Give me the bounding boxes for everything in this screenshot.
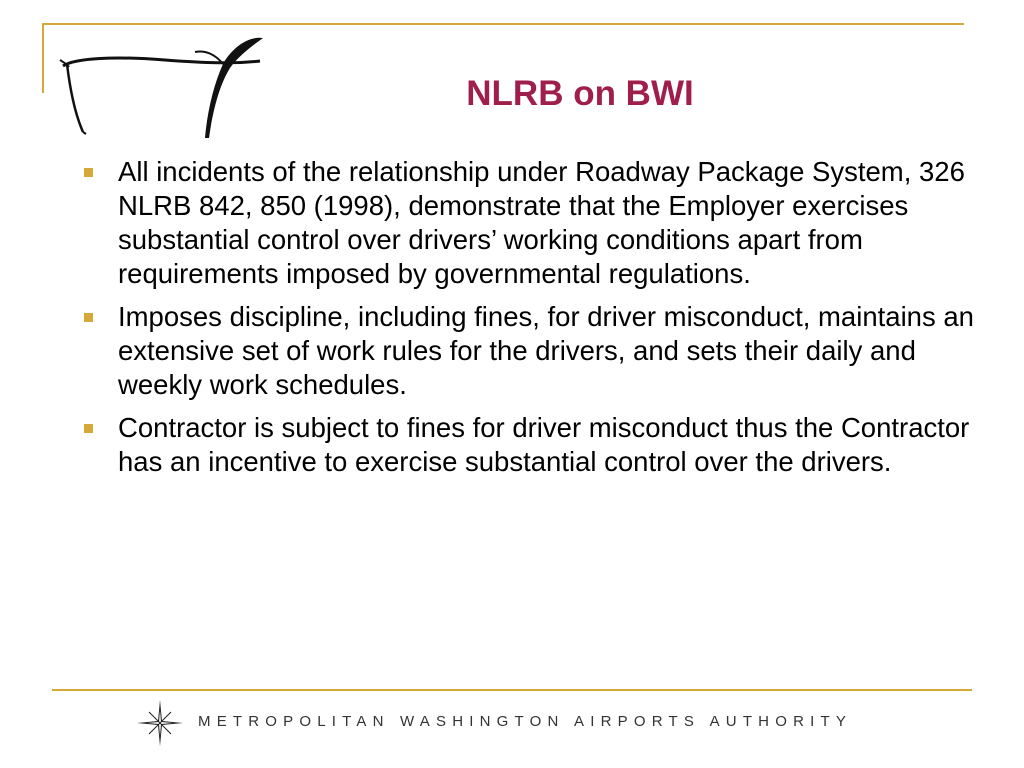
footer-rule: [52, 689, 972, 691]
square-bullet-icon: [84, 168, 93, 177]
bullet-item: [80, 411, 985, 479]
bullet-text: Contractor is subject to fines for driver misconduct thus the Contractor has an incentive to exercise substantial control over the drivers.: [118, 412, 970, 477]
footer-organization-name: METROPOLITAN WASHINGTON AIRPORTS AUTHORITY: [198, 713, 853, 730]
square-bullet-icon: [84, 424, 93, 433]
bullet-text: Imposes discipline, including fines, for driver misconduct, maintains an extensive set of work rules for the drivers, and sets their daily and weekly work schedules.: [118, 301, 974, 400]
compass-star-icon: [135, 698, 185, 748]
frame-left-rule: [42, 23, 44, 93]
bullet-item: [80, 300, 985, 402]
slide-title: NLRB on BWI: [466, 74, 694, 113]
monogram-logo-icon: [55, 34, 275, 144]
bullet-text: All incidents of the relationship under Roadway Package System, 326 NLRB 842, 850 (1998), demonstrate that the Employer exercises substantial control over drivers’ working conditions apart from requirements imposed by governmental regulations.: [118, 156, 965, 289]
bullet-item: [80, 155, 985, 291]
frame-top-rule: [44, 23, 964, 25]
square-bullet-icon: [84, 313, 93, 322]
bullet-list: [80, 155, 985, 488]
